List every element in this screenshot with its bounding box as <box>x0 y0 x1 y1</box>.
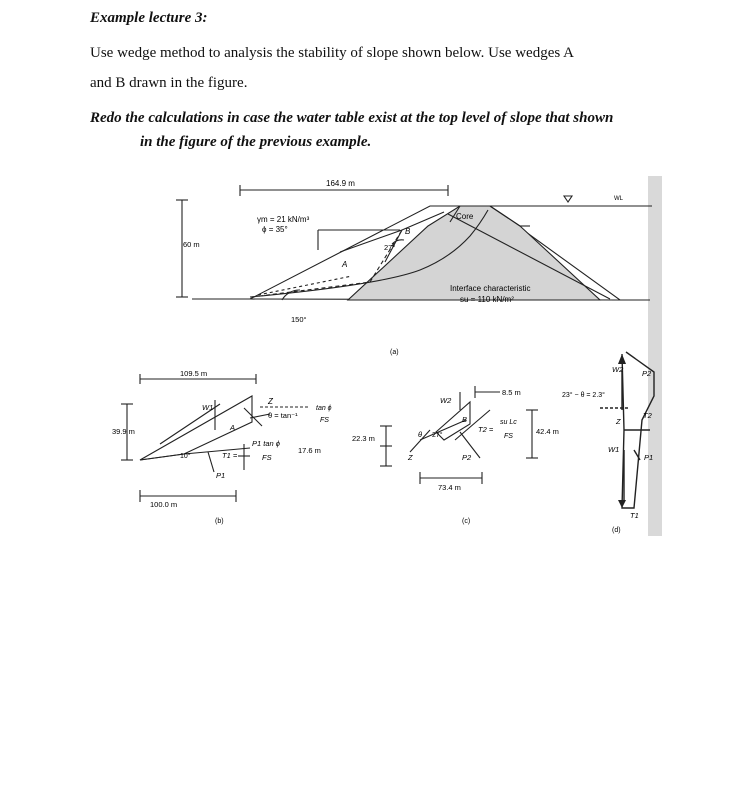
redo-line-2: in the figure of the previous example. <box>140 134 372 150</box>
figure-c <box>380 386 538 484</box>
fig-a-wedge-a: A <box>342 260 348 269</box>
fig-b-height: 39.9 m <box>112 427 135 436</box>
fig-d-z: Z <box>616 417 621 426</box>
fig-b-bottom-dim: 100.0 m <box>150 500 178 509</box>
fig-c-t2-den: FS <box>504 433 513 440</box>
fig-c-b: B <box>462 415 468 424</box>
fig-b-z: Z <box>268 397 273 406</box>
fig-c-dim-top: 8.5 m <box>502 388 521 397</box>
fig-a-interface: Interface characteristic <box>450 284 531 293</box>
fig-c-p2: P2 <box>462 453 472 462</box>
photo-shadow <box>648 176 662 536</box>
fig-d-w2: W2 <box>612 365 624 374</box>
fig-b-caption: (b) <box>215 518 224 525</box>
fig-b-p1: P1 <box>216 471 226 480</box>
fig-c-h-left: 22.3 m <box>352 434 375 443</box>
fig-c-angle: 27° <box>432 432 443 439</box>
fig-b-t1-den: FS <box>262 453 272 462</box>
fig-d-t1: T1 <box>630 511 639 520</box>
fig-b-alpha: 10° <box>180 453 191 460</box>
example-title: Example lecture 3: <box>90 10 208 26</box>
fig-a-phi: ϕ = 35° <box>262 225 288 234</box>
fig-b-t1-num: P1 tan ϕ <box>252 439 280 448</box>
fig-c-w2: W2 <box>440 396 452 405</box>
fig-c-theta: θ <box>418 430 423 439</box>
fig-d-angle-eq: 23° − θ = 2.3° <box>562 392 605 399</box>
fig-a-gamma: γm = 21 kN/m³ <box>257 215 310 224</box>
fig-a-angle-base: 150° <box>291 315 307 324</box>
fig-b-theta-num: tan ϕ <box>316 405 332 412</box>
fig-c-caption: (c) <box>462 518 471 525</box>
fig-c-t2-eq: T2 = <box>478 425 494 434</box>
fig-a-height: 60 m <box>183 240 200 249</box>
fig-d-t2: T2 <box>643 411 652 420</box>
figure-b <box>121 374 310 502</box>
fig-c-z: Z <box>408 453 413 462</box>
fig-c-t2-num: su Lc <box>500 419 517 426</box>
fig-b-a: A <box>230 423 236 432</box>
intro-line-1: Use wedge method to analysis the stability of slope shown below. Use wedges A <box>90 45 574 61</box>
fig-b-h-small: 17.6 m <box>298 446 321 455</box>
arrow-up <box>618 354 626 364</box>
fig-d-w1: W1 <box>608 445 620 454</box>
fig-b-t1-eq: T1 = <box>222 451 238 460</box>
fig-b-top-dim: 109.5 m <box>180 369 208 378</box>
fig-d-p2: P2 <box>642 369 652 378</box>
fig-a-width: 164.9 m <box>326 179 355 188</box>
fig-a-wedge-b: B <box>405 227 411 236</box>
fig-b-theta-den: FS <box>320 417 329 424</box>
fig-d-p1: P1 <box>644 453 654 462</box>
fig-c-h-right: 42.4 m <box>536 427 559 436</box>
fig-c-bottom-dim: 73.4 m <box>438 483 461 492</box>
fig-a-core: Core <box>456 212 474 221</box>
intro-line-2: and B drawn in the figure. <box>90 75 248 91</box>
fig-a-su: su = 110 kN/m² <box>460 295 514 304</box>
redo-line-1: Redo the calculations in case the water table exist at the top level of slope that shown <box>90 110 614 126</box>
fig-a-caption: (a) <box>390 349 399 356</box>
fig-d-caption: (d) <box>612 527 621 534</box>
arrow-down <box>618 500 626 508</box>
fig-b-theta-eq: θ = tan⁻¹ <box>268 411 298 420</box>
fig-b-w1: W1 <box>202 403 214 412</box>
fig-a-angle-top: 27° <box>384 243 396 252</box>
fig-a-wl: WL <box>614 196 623 202</box>
